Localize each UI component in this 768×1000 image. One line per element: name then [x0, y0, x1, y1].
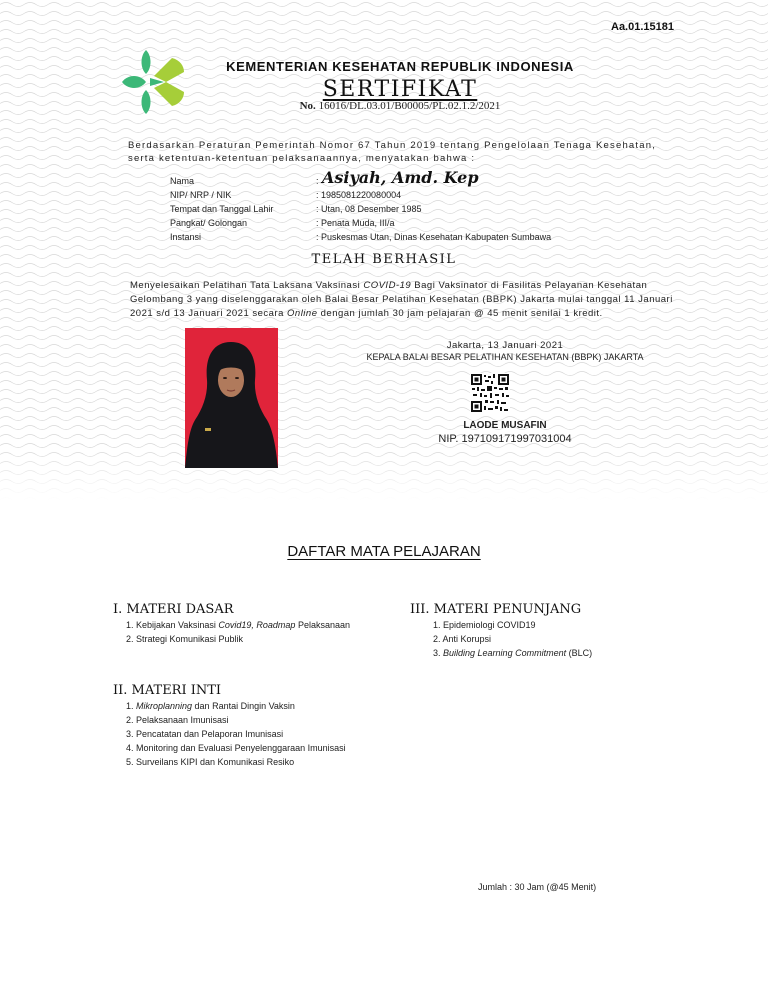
qr-code-icon	[470, 373, 510, 413]
info-value-institution: : Puskesmas Utan, Dinas Kesehatan Kabupaten Sumbawa	[316, 232, 552, 242]
certificate-number	[0, 100, 768, 112]
dasar-item1-post: Pelaksanaan	[295, 620, 350, 630]
info-label-institution: Instansi	[170, 232, 202, 242]
list-item	[126, 618, 350, 632]
total-hours: Jumlah : 30 Jam (@45 Menit)	[478, 882, 597, 892]
materi-inti-list	[126, 699, 346, 769]
info-label-nip: NIP/ NRP / NIK	[170, 190, 232, 200]
list-item: 5. Surveilans KIPI dan Komunikasi Resiko	[126, 757, 295, 767]
materi-penunjang-list	[433, 618, 592, 660]
penunjang-item3-italic: Building Learning Commitment	[443, 648, 567, 658]
info-value-birth: : Utan, 08 Desember 1985	[316, 204, 422, 214]
intro-paragraph: Berdasarkan Peraturan Pemerintah Nomor 67 Tahun 2019 tentang Pengelolaan Tenaga Kesehatan, serta ketentuan-ketentuan pelaksanaannya, menyatakan bahwa :	[128, 140, 657, 164]
subjects-list-title: DAFTAR MATA PELAJARAN	[287, 543, 481, 560]
materi-dasar-list	[126, 618, 350, 646]
info-row-rank	[170, 218, 620, 232]
info-row-institution	[170, 232, 620, 246]
signatory-title: KEPALA BALAI BESAR PELATIHAN KESEHATAN (BBPK) JAKARTA	[366, 352, 644, 362]
ministry-name: KEMENTERIAN KESEHATAN REPUBLIK INDONESIA	[226, 59, 574, 74]
list-item: 3. Pencatatan dan Pelaporan Imunisasi	[126, 729, 284, 739]
inti-item1-pre: 1.	[126, 701, 137, 711]
reference-number: Aa.01.15181	[611, 21, 674, 33]
section-heading-materi-penunjang: III. MATERI PENUNJANG	[410, 602, 582, 617]
info-label-name: Nama	[170, 176, 195, 186]
recipient-name: Asiyah, Amd. Kep	[322, 168, 479, 187]
name-colon: :	[316, 176, 319, 186]
list-item: 4. Monitoring dan Evaluasi Penyelenggaraan Imunisasi	[126, 743, 346, 753]
signatory-nip: NIP. 197109171997031004	[438, 433, 572, 445]
section-heading-materi-dasar: I. MATERI DASAR	[113, 602, 234, 617]
signatory-name: LAODE MUSAFIN	[463, 420, 547, 431]
inti-item1-italic: Mikroplanning	[136, 701, 193, 711]
completion-text-covid: COVID-19	[363, 280, 412, 291]
info-row-name	[170, 168, 620, 190]
penunjang-item3-pre: 3.	[433, 648, 444, 658]
success-heading: TELAH BERHASIL	[311, 252, 457, 267]
recipient-photo	[185, 328, 278, 468]
certificate-number-value: 16016/DL.03.01/B00005/PL.02.1.2/2021	[318, 100, 501, 112]
info-value-name	[316, 168, 479, 187]
inti-item1-post: dan Rantai Dingin Vaksin	[192, 701, 295, 711]
info-row-nip	[170, 190, 620, 204]
completion-text-1: Menyelesaikan Pelatihan Tata Laksana Vaksinasi	[130, 280, 364, 291]
section-heading-materi-inti: II. MATERI INTI	[113, 683, 222, 698]
info-label-birth: Tempat dan Tanggal Lahir	[170, 204, 274, 214]
dasar-item1-pre: 1. Kebijakan Vaksinasi	[126, 620, 219, 630]
info-value-rank: : Penata Muda, III/a	[316, 218, 395, 228]
completion-text-online: Online	[287, 308, 318, 319]
list-item: 2. Strategi Komunikasi Publik	[126, 634, 244, 644]
certificate-title: SERTIFIKAT	[322, 77, 478, 102]
list-item	[433, 646, 592, 660]
certificate-number-label: No.	[299, 100, 316, 112]
completion-paragraph	[130, 279, 675, 321]
penunjang-item3-post: (BLC)	[566, 648, 593, 658]
info-row-birth	[170, 204, 620, 218]
list-item: 2. Pelaksanaan Imunisasi	[126, 715, 229, 725]
info-value-nip: : 1985081220080004	[316, 190, 402, 200]
list-item	[126, 699, 346, 713]
dasar-item1-italic: Covid19, Roadmap	[218, 620, 296, 630]
list-item: 1. Epidemiologi COVID19	[433, 620, 536, 630]
completion-text-3: dengan jumlah 30 jam pelajaran @ 45 menit senilai 1 kredit.	[317, 308, 603, 319]
completion-text-2: Bagi Vaksinator di Fasilitas Pelayanan Kesehatan Gelombang 3 yang diselenggarakan oleh Balai Besar Pelatihan Kesehatan (BBPK) Jakarta mulai tanggal 11 Januari 2021 s/d 13 Januari 2021 secara	[130, 280, 673, 319]
signature-date: Jakarta, 13 Januari 2021	[446, 340, 564, 351]
info-label-rank: Pangkat/ Golongan	[170, 218, 248, 228]
list-item: 2. Anti Korupsi	[433, 634, 492, 644]
